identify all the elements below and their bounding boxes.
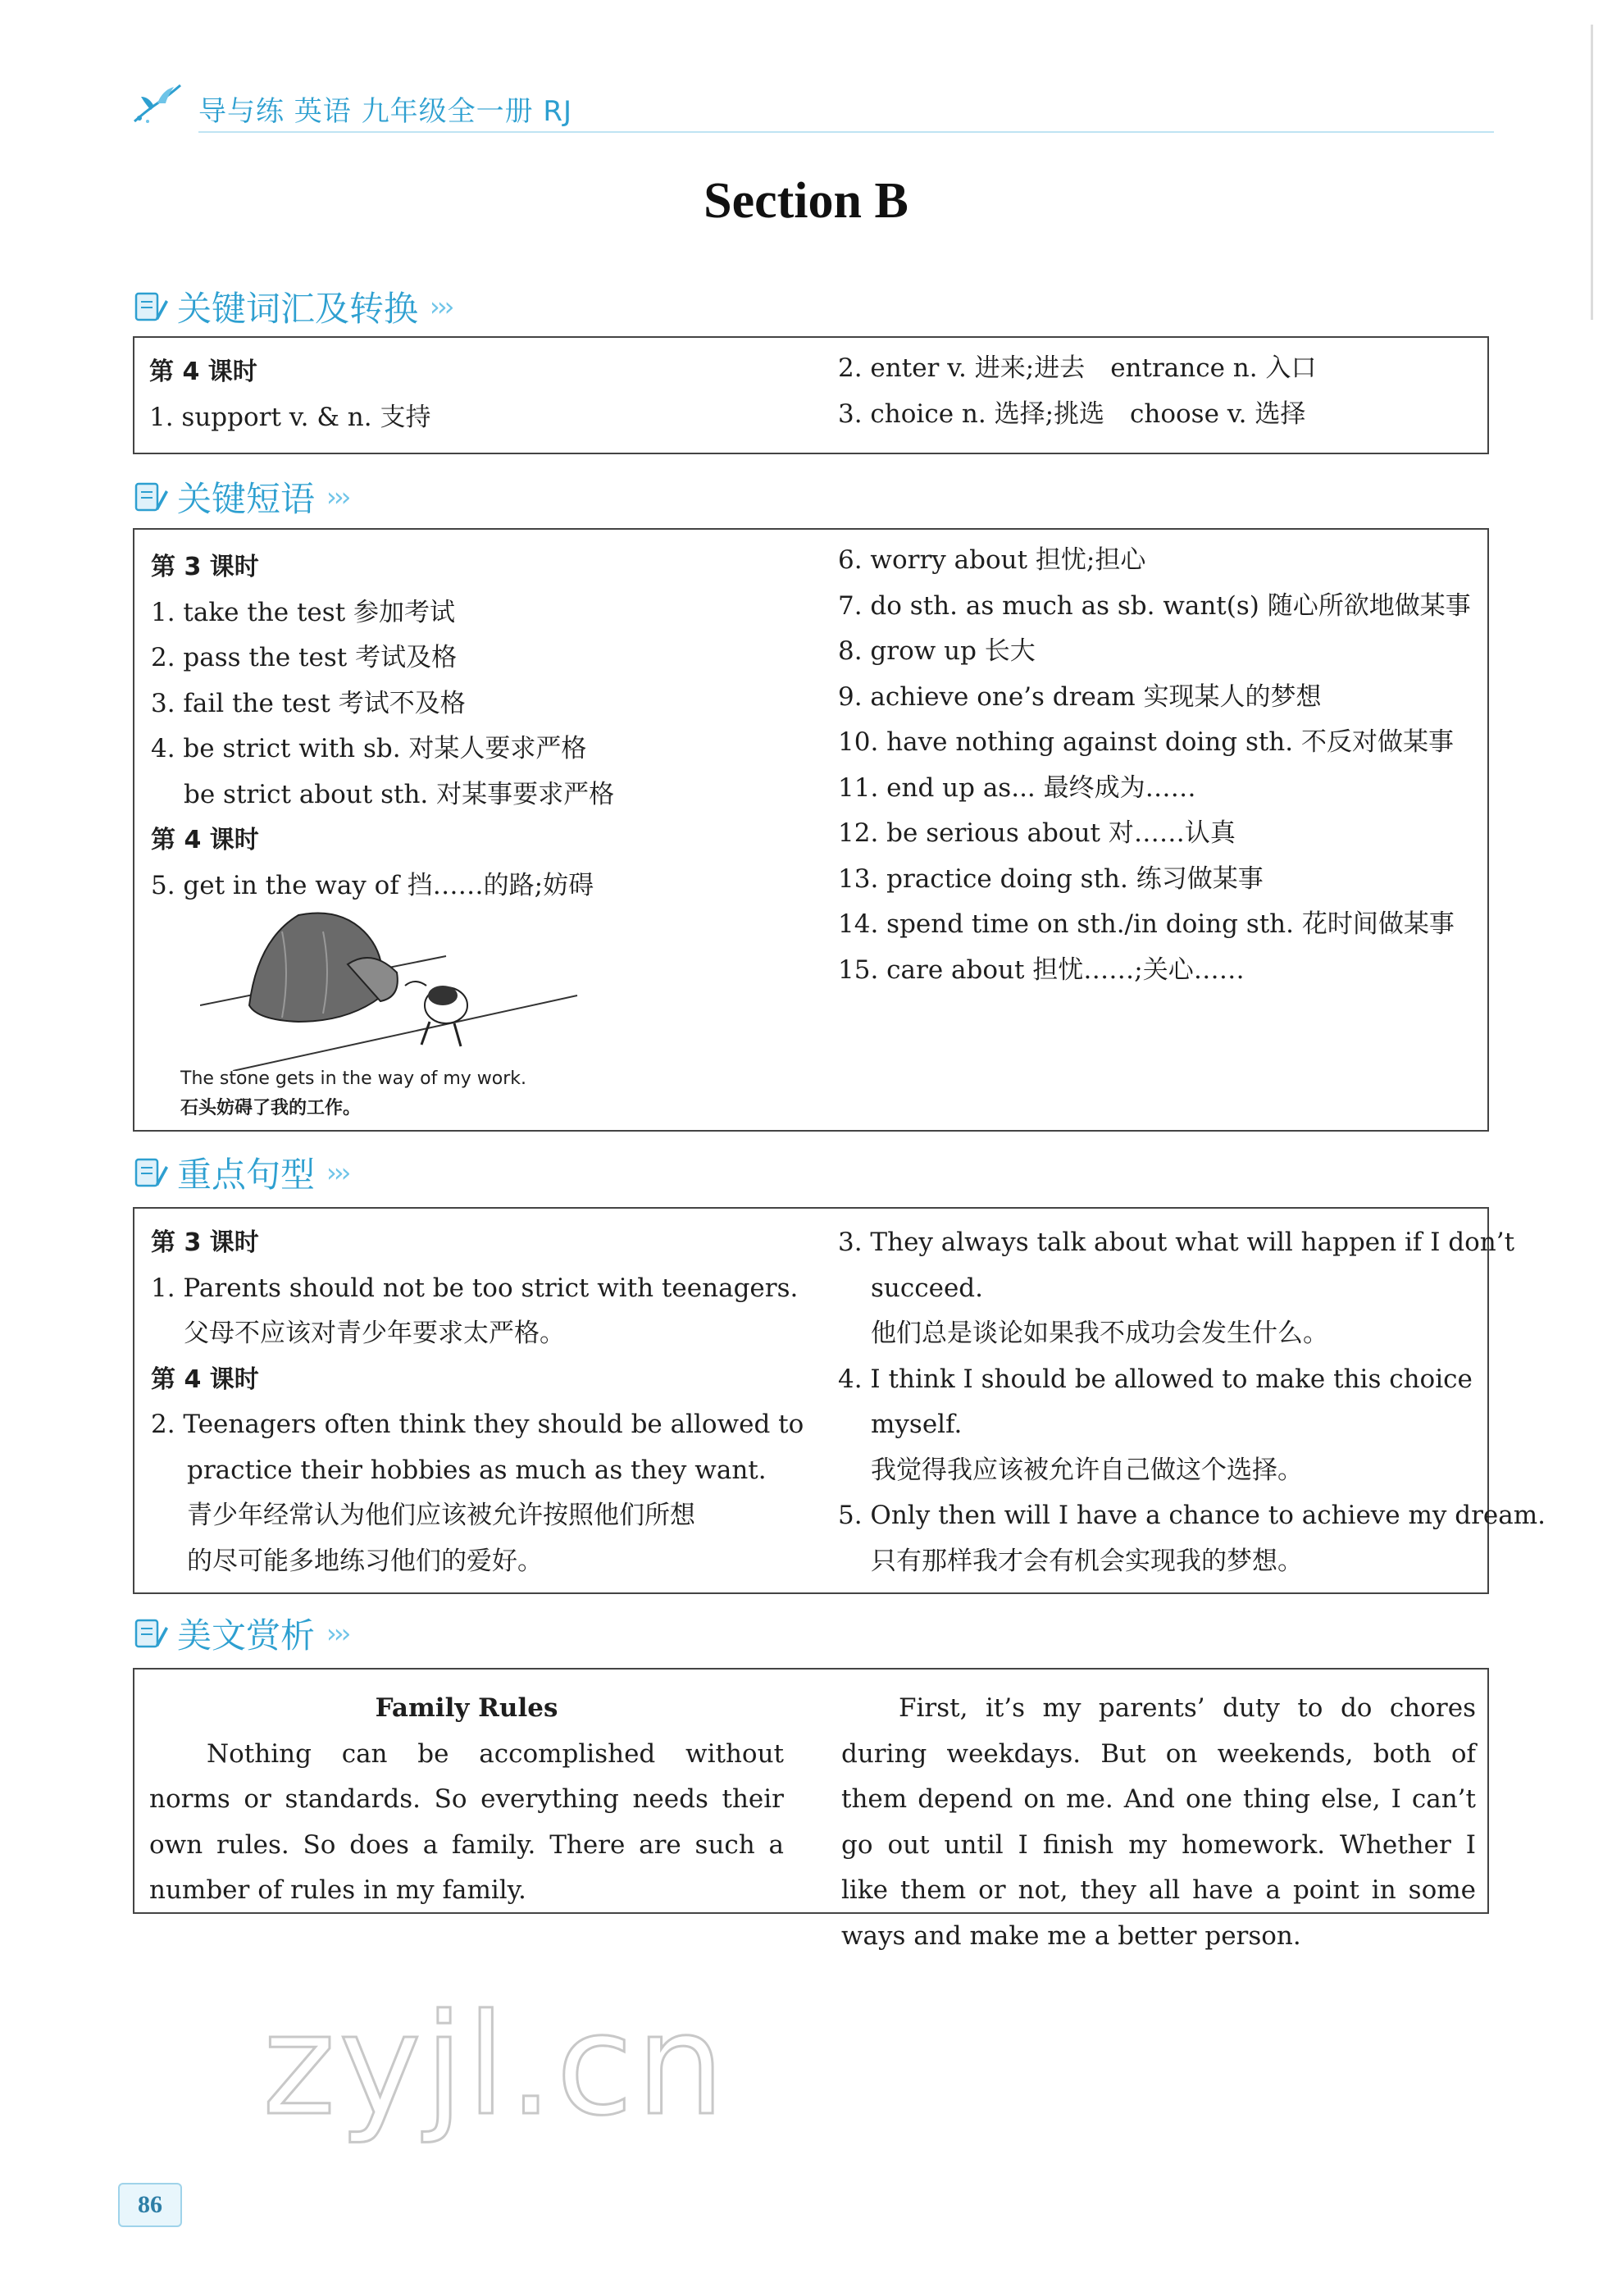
sentences-box [133, 1207, 1546, 1594]
vocab-item: 2. enter v. 进来;进去 entrance n. 入口 [838, 353, 1317, 383]
section-heading-vocab [133, 282, 451, 331]
phrase-item: 15. care about 担忧……;关心…… [838, 954, 1245, 985]
vocab-item: 3. choice n. 选择;挑选 choose v. 选择 [838, 399, 1306, 429]
header-divider [198, 131, 1494, 133]
lesson-label: 第 3 课时 [151, 1228, 259, 1257]
sentences-right-column [838, 1220, 1546, 1584]
vocab-right-column [838, 346, 1316, 437]
stone-illustration [200, 907, 594, 1071]
watermark: zyjl.cn [262, 1984, 728, 2147]
vocab-left-column [149, 349, 430, 440]
phrase-item: be strict about sth. 对某事要求严格 [184, 779, 615, 809]
page-number: 86 [118, 2183, 182, 2227]
section-heading-text: 关键短语 [177, 479, 316, 519]
reading-box [133, 1668, 1489, 1951]
phrase-item: 4. be strict with sb. 对某人要求严格 [151, 734, 587, 763]
sentence-english: practice their hobbies as much as they want. [187, 1455, 767, 1485]
section-heading-phrases [133, 472, 348, 522]
vocab-box [133, 336, 1489, 454]
reading-left-column [149, 1686, 784, 1914]
phrase-item: 5. get in the way of 挡……的路;妨碍 [151, 870, 594, 900]
section-heading-text: 美文赏析 [177, 1615, 316, 1656]
sentence-english: 5. Only then will I have a chance to achieve my dream. [838, 1501, 1546, 1530]
phrase-item: 11. end up as... 最终成为…… [838, 772, 1196, 803]
phrase-item: 12. be serious about 对……认真 [838, 818, 1236, 848]
notebook-pen-icon [133, 479, 169, 515]
sentence-english: succeed. [871, 1273, 983, 1303]
book-header: 导与练 英语 九年级全一册 RJ [198, 95, 573, 128]
phrases-right-column [838, 538, 1471, 993]
phrase-item: 14. spend time on sth./in doing sth. 花时间做某事 [838, 909, 1455, 939]
lesson-label: 第 4 课时 [151, 826, 259, 854]
sentence-chinese: 的尽可能多地练习他们的爱好。 [187, 1546, 543, 1576]
story-paragraph: First, it’s my parents’ duty to do chores during weekdays. But on weekends, both of them depend on me. And one thing else, I can’t go out until I finish my homework. Whether I like them or not, they all have a point in some ways and make me a better person. [841, 1693, 1476, 1951]
lesson-label: 第 3 课时 [151, 553, 259, 581]
triple-chevron-icon: ››› [326, 1618, 348, 1649]
phrase-item: 1. take the test 参加考试 [151, 597, 456, 627]
vocab-item: 1. support v. & n. 支持 [149, 402, 431, 432]
triple-chevron-icon: ››› [326, 1157, 348, 1188]
phrase-item: 6. worry about 担忧;担心 [838, 545, 1146, 575]
triple-chevron-icon: ››› [326, 481, 348, 512]
story-title: Family Rules [375, 1693, 558, 1723]
sentence-chinese: 青少年经常认为他们应该被允许按照他们所想 [187, 1501, 695, 1530]
notebook-pen-icon [133, 289, 169, 325]
reading-right-column [841, 1686, 1476, 1959]
sentence-english: 4. I think I should be allowed to make this choice [838, 1364, 1473, 1394]
phrases-left-column [151, 544, 614, 909]
phrase-item: 13. practice doing sth. 练习做某事 [838, 863, 1264, 894]
sentences-left-column [151, 1220, 804, 1584]
illustration-caption [180, 1064, 526, 1123]
lesson-label: 第 4 课时 [151, 1364, 259, 1394]
sentence-chinese: 他们总是谈论如果我不成功会发生什么。 [871, 1319, 1328, 1348]
story-paragraph: Nothing can be accomplished without norms or standards. So everything needs their own rules. So does a family. There are such a number of rules in my family. [149, 1738, 784, 1905]
phrase-item: 9. achieve one’s dream 实现某人的梦想 [838, 681, 1322, 712]
notebook-pen-icon [133, 1615, 169, 1651]
section-heading-reading [133, 1609, 348, 1658]
triple-chevron-icon: ››› [430, 291, 452, 322]
lesson-label: 第 4 课时 [149, 358, 257, 386]
phrase-item: 10. have nothing against doing sth. 不反对做某事 [838, 727, 1454, 757]
sentence-english: myself. [871, 1410, 963, 1439]
sentence-english: 1. Parents should not be too strict with teenagers. [151, 1273, 799, 1303]
phrase-item: 7. do sth. as much as sb. want(s) 随心所欲地做某事 [838, 590, 1471, 621]
sentence-english: 2. Teenagers often think they should be allowed to [151, 1410, 804, 1439]
section-heading-text: 关键词汇及转换 [177, 289, 419, 329]
notebook-pen-icon [133, 1155, 169, 1191]
sentence-chinese: 父母不应该对青少年要求太严格。 [184, 1319, 565, 1348]
caption-chinese: 石头妨碍了我的工作。 [180, 1098, 362, 1118]
sentence-chinese: 我觉得我应该被允许自己做这个选择。 [871, 1455, 1303, 1485]
sentence-chinese: 只有那样我才会有机会实现我的梦想。 [871, 1546, 1303, 1576]
sentence-english: 3. They always talk about what will happen if I don’t [838, 1228, 1515, 1257]
section-heading-text: 重点句型 [177, 1155, 316, 1195]
page-title: Section B [704, 173, 908, 229]
phrase-item: 2. pass the test 考试及格 [151, 643, 458, 672]
phrase-item: 3. fail the test 考试不及格 [151, 688, 466, 718]
section-heading-sentences [133, 1148, 348, 1197]
phrase-item: 8. grow up 长大 [838, 636, 1036, 666]
bird-logo-icon [130, 79, 187, 128]
caption-english: The stone gets in the way of my work. [180, 1068, 527, 1089]
phrases-box [133, 528, 1489, 1132]
